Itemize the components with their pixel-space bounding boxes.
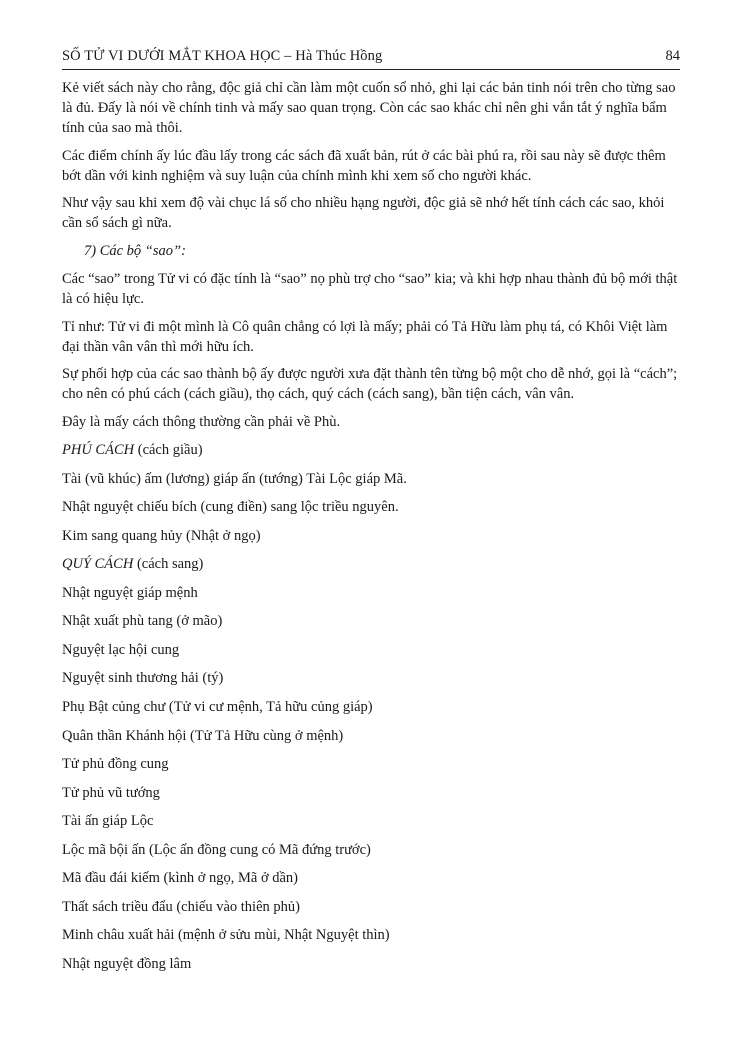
list-item: Tài ấn giáp Lộc [62,813,154,830]
phu-cach-title: PHÚ CÁCH [62,442,135,459]
list-item: Mã đầu đái kiếm (kình ở ngọ, Mã ở dần) [62,870,299,887]
page-number: 84 [665,48,680,64]
list-item: Tử phủ vũ tướng [62,784,160,801]
phu-cach-note: (cách giầu) [134,442,203,459]
page-header [62,46,680,70]
page-body [62,78,680,974]
list-item: Nguyệt lạc hội cung [62,641,180,658]
body-paragraph: Các “sao” trong Tử vi có đặc tính là “sao” nọ phù trợ cho “sao” kia; và khi hợp nhau thành đủ bộ mới thật là có hiệu lực. [62,271,678,307]
list-item: Nhật nguyệt giáp mệnh [62,584,198,601]
list-item: Nhật xuất phù tang (ở mão) [62,613,223,630]
list-item: Kim sang quang hủy (Nhật ở ngọ) [62,527,261,544]
body-paragraph: Kẻ viết sách này cho rằng, độc giả chỉ cần làm một cuốn sổ nhỏ, ghi lại các bản tinh nói trên cho từng sao là đủ. Đấy là nói về chính tinh và mấy sao quan trọng. Còn các sao khác chỉ nên ghi vắn tắt ý nghĩa bẩm tính của sao mà thôi. [62,80,676,136]
body-paragraph: Như vậy sau khi xem độ vài chục lá số cho nhiều hạng người, độc giả sẽ nhớ hết tính cách các sao, khỏi cần sổ sách gì nữa. [62,195,665,231]
quy-cach-note: (cách sang) [133,556,204,573]
list-item: Nguyệt sinh thương hải (tý) [62,670,224,687]
quy-cach-title: QUÝ CÁCH [62,556,134,573]
body-paragraph: Sự phối hợp của các sao thành bộ ấy được người xưa đặt thành tên từng bộ một cho dễ nhớ, gọi là “cách”; cho nên có phú cách (cách giầu), thọ cách, quý cách (cách sang), bần tiện cách, vân vân. [62,366,678,402]
section-heading: 7) Các bộ “sao”: [84,242,186,259]
list-item: Nhật nguyệt đồng lâm [62,955,192,972]
list-item: Quân thần Khánh hội (Tử Tả Hữu cùng ở mệnh) [62,727,344,744]
list-item: Nhật nguyệt chiếu bích (cung điền) sang lộc triều nguyên. [62,499,399,516]
body-paragraph: Đây là mấy cách thông thường cần phải về Phù. [62,413,341,430]
running-title: SỐ TỬ VI DƯỚI MẮT KHOA HỌC – Hà Thúc Hồng [62,48,383,64]
body-paragraph: Các điểm chính ấy lúc đầu lấy trong các sách đã xuất bản, rút ở các bài phú ra, rồi sau này sẽ được thêm bớt dần với kinh nghiệm và suy luận của chính mình khi xem số cho người khác. [62,147,666,184]
list-item: Phụ Bật củng chư (Tử vi cư mệnh, Tả hữu củng giáp) [62,698,373,715]
body-paragraph: Tỉ như: Tử vi đi một mình là Cô quân chẳng có lợi là mấy; phải có Tả Hữu làm phụ tá, có Khôi Việt làm đại thần vân vân thì mới hữu ích. [62,318,668,355]
list-item: Tài (vũ khúc) ấm (lương) giáp ấn (tướng) Tài Lộc giáp Mã. [62,470,407,487]
phu-cach-heading [62,440,680,460]
list-item: Minh châu xuất hải (mệnh ở sửu mùi, Nhật Nguyệt thìn) [62,927,390,944]
list-item: Tử phủ đồng cung [62,756,169,773]
list-item: Thất sách triều đẩu (chiếu vào thiên phủ) [62,898,300,915]
list-item: Lộc mã bội ấn (Lộc ấn đồng cung có Mã đứng trước) [62,841,371,858]
quy-cach-heading [62,554,680,574]
